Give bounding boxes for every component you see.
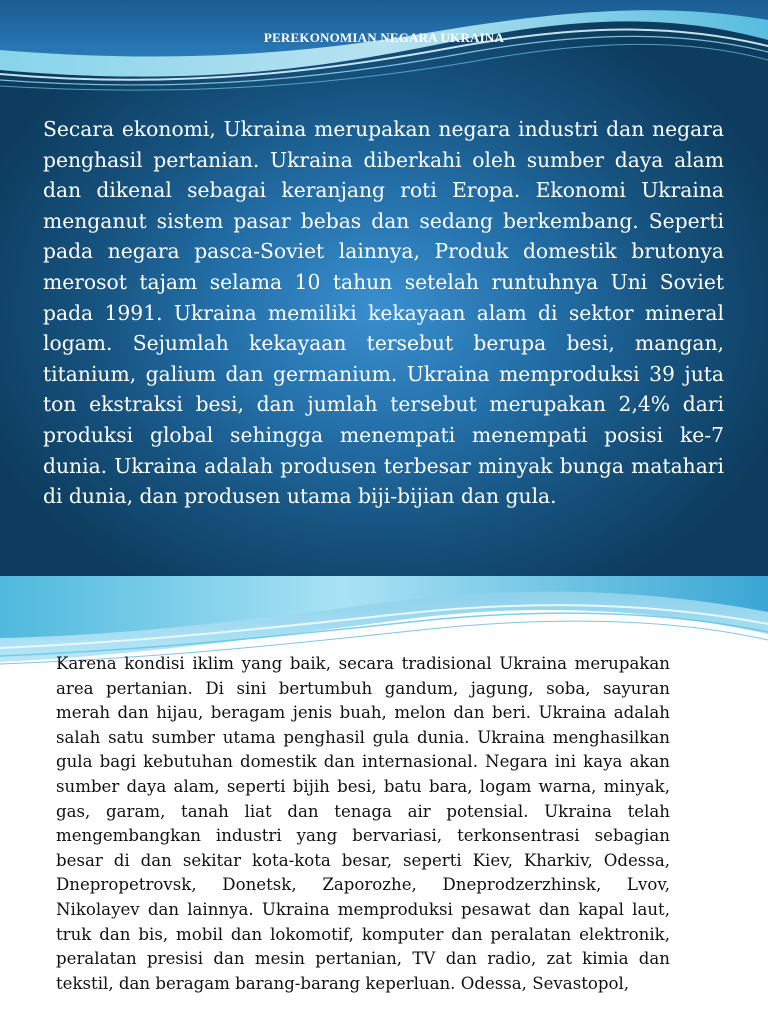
slide-body-text: Karena kondisi iklim yang baik, secara tradisional Ukraina merupakan area pertanian. Di sini bertumbuh gandum, jagung, soba, sayuran merah dan hijau, beragam jenis buah, melon dan beri. Ukraina adalah salah satu sumber utama penghasil gula dunia. Ukraina menghasilkan gula bagi kebutuhan domestik dan internasional. Negara ini kaya akan sumber daya alam, seperti bijih besi, batu bara, logam warna, minyak, gas, garam, tanah liat dan tenaga air potensial. Ukraina telah mengembangkan industri yang bervariasi, terkonsentrasi sebagian besar di dan sekitar kota-kota besar, seperti Kiev, Kharkiv, Odessa, Dnepropetrovsk, Donetsk, Zaporozhe, Dneprodzerzhinsk, Lvov, Nikolayev dan lainnya. Ukraina memproduksi pesawat dan kapal laut, truk dan bis, mobil dan lokomotif, komputer dan peralatan elektronik, peralatan presisi dan mesin pertanian, TV dan radio, zat kimia dan tekstil, dan beragam barang-barang keperluan. Odessa, Sevastopol,: [56, 654, 670, 993]
decorative-wave-header: [0, 0, 768, 95]
slide-agriculture-industry: [0, 576, 768, 1024]
slide-title: PEREKONOMIAN NEGARA UKRAINA: [263, 30, 505, 45]
slide-body-text: Secara ekonomi, Ukraina merupakan negara industri dan negara penghasil pertanian. Ukraina diberkahi oleh sumber daya alam dan dikenal sebagai keranjang roti Eropa. Ekonomi Ukraina menganut sistem pasar bebas dan sedang berkembang. Seperti pada negara pasca-Soviet lainnya, Produk domestik brutonya merosot tajam selama 10 tahun setelah runtuhnya Uni Soviet pada 1991. Ukraina memiliki kekayaan alam di sektor mineral logam. Sejumlah kekayaan tersebut berupa besi, mangan, titanium, galium dan germanium. Ukraina memproduksi 39 juta ton ekstraksi besi, dan jumlah tersebut merupakan 2,4% dari produksi global sehingga menempati menempati posisi ke-7 dunia. Ukraina adalah produsen terbesar minyak bunga matahari di dunia, dan produsen utama biji-bijian dan gula.: [43, 117, 724, 509]
